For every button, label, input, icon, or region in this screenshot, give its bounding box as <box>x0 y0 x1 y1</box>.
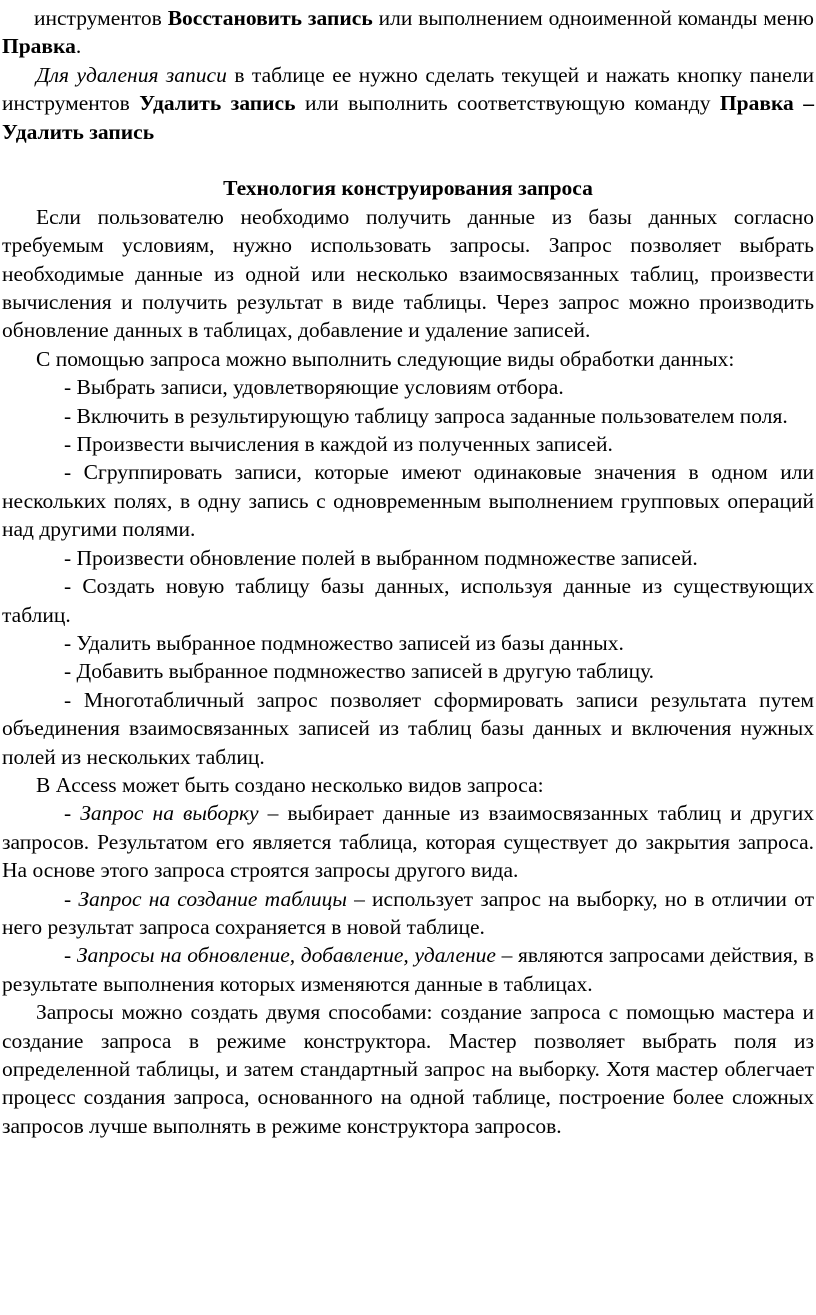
italic-term: Запросы на обновление, добавление, удаление <box>76 943 496 968</box>
list-item: - Многотабличный запрос позволяет сформировать записи результата путем объединения взаимосвязанных записей из таблиц базы данных и включения нужных полей из нескольких таблиц. <box>2 687 814 769</box>
text-run: . <box>75 34 82 59</box>
list-item: - Включить в результирующую таблицу запроса заданные пользователем поля. <box>64 403 788 428</box>
list-item: - Сгруппировать записи, которые имеют одинаковые значения в одном или нескольких полях, в одну запись с одновременным выполнением групповых операций над другими полями. <box>2 460 814 542</box>
paragraph-restore-record <box>2 4 814 61</box>
paragraph-delete-record <box>2 61 814 146</box>
italic-term: Запрос на создание таблицы <box>78 886 347 911</box>
list-item: - Добавить выбранное подмножество записей в другую таблицу. <box>64 659 655 684</box>
paragraph-processing-types: С помощью запроса можно выполнить следующие виды обработки данных: <box>36 346 735 371</box>
bold-term-edit-delete: Правка – Удалить запись <box>2 91 815 144</box>
list-item-description: – являются запросами действия, в результате выполнения которых изменяются данные в таблицах. <box>2 943 814 996</box>
list-dash: - <box>64 801 81 826</box>
bold-term-restore-record: Восстановить запись <box>167 6 373 30</box>
text-run: или выполнением одноименной команды меню <box>372 6 814 30</box>
paragraph-access-query-kinds: В Access может быть создано несколько видов запроса: <box>36 772 544 797</box>
paragraph-creation-methods: Запросы можно создать двумя способами: создание запроса с помощью мастера и создание запроса в режиме конструктора. Мастер позволяет выбрать поля из определенной таблицы, и затем стандартный запрос на выборку. Хотя мастер облегчает процесс создания запроса, основанного на одной таблице, построение более сложных запросов лучше выполнять в режиме конструктора запросов. <box>2 1000 814 1138</box>
query-types-list <box>2 799 814 998</box>
list-item: - Удалить выбранное подмножество записей из базы данных. <box>64 630 624 655</box>
italic-term: Запрос на выборку <box>80 801 259 826</box>
section-heading: Технология конструирования запроса <box>223 176 593 201</box>
paragraph-query-intro: Если пользователю необходимо получить данные из базы данных согласно требуемым условиям, нужно использовать запросы. Запрос позволяет выбрать необходимые данные из одной или несколько взаимосвязанных таблиц, произвести вычисления и получить результат в виде таблицы. Через запрос можно производить обновление данных в таблицах, добавление и удаление записей. <box>2 204 814 343</box>
list-item: - Создать новую таблицу базы данных, используя данные из существующих таблиц. <box>2 574 814 627</box>
list-dash: - <box>64 943 77 968</box>
text-run: инструментов <box>34 6 168 30</box>
list-item-select-query <box>2 799 814 884</box>
bold-term-edit-menu: Правка <box>2 34 76 59</box>
list-item: - Произвести вычисления в каждой из полученных записей. <box>64 432 613 457</box>
list-item: - Произвести обновление полей в выбранном подмножестве записей. <box>64 545 698 570</box>
list-dash: - <box>64 886 79 911</box>
text-run: или выполнить соответствующую команду <box>295 91 720 116</box>
list-item-action-queries <box>2 941 814 998</box>
list-item: - Выбрать записи, удовлетворяющие условиям отбора. <box>64 375 564 400</box>
italic-term-delete-record: Для удаления записи <box>36 62 227 87</box>
list-item-description: – выбирает данные из взаимосвязанных таблиц и других запросов. Результатом его является таблица, которая существует до закрытия запроса. На основе этого запроса строятся запросы другого вида. <box>2 801 814 883</box>
bold-term-delete-record: Удалить запись <box>139 91 296 116</box>
processing-list <box>2 373 814 771</box>
text-run: в таблице ее нужно сделать текущей и нажать кнопку панели инструментов <box>2 62 814 116</box>
list-item-make-table-query <box>2 885 814 942</box>
list-item-description: – использует запрос на выборку, но в отличии от него результат запроса сохраняется в новой таблице. <box>2 886 814 939</box>
